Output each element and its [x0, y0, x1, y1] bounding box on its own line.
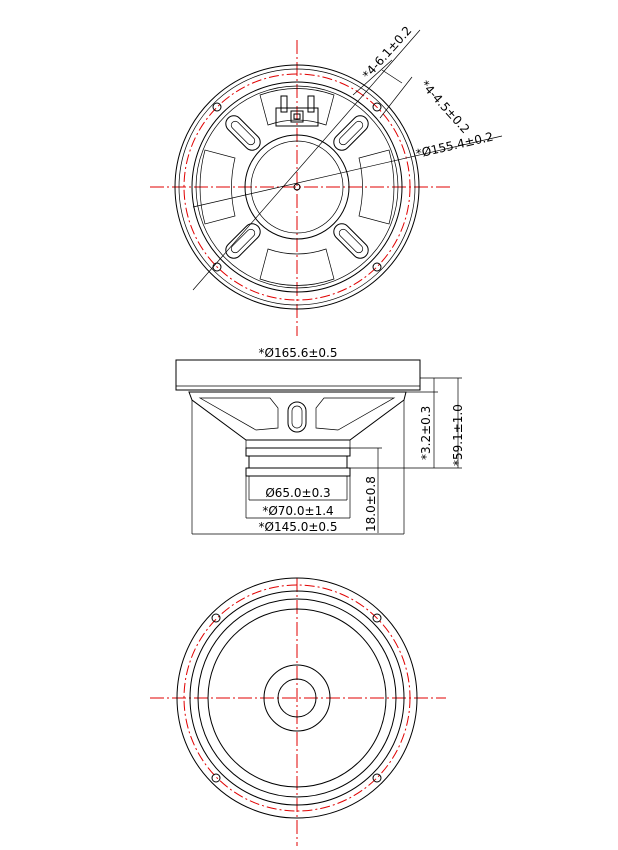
front-view: [150, 578, 446, 846]
flange-thickness-label: *3.2±0.3: [419, 405, 433, 460]
side-view: [176, 346, 465, 534]
magnet-diameter-label: Ø65.0±0.3: [265, 486, 331, 500]
magnet-height-label: 18.0±0.8: [364, 476, 378, 532]
cutout-diameter-label: *Ø145.0±0.5: [258, 520, 338, 534]
slot-dimension-line: [382, 70, 402, 83]
frame-diameter-label: *Ø165.6±0.5: [258, 346, 338, 360]
slot-extension-line: [380, 77, 412, 118]
terminal-tab: [308, 96, 314, 112]
slot-label: *4-4.5±0.2: [417, 77, 473, 137]
mounting-hole: [212, 614, 220, 622]
terminal-tab: [281, 96, 287, 112]
mounting-hole: [212, 774, 220, 782]
mounting-hole: [213, 103, 221, 111]
back-plate: [246, 468, 350, 476]
basket-spoke: [222, 220, 263, 261]
overall-depth-label: *59.1±1.0: [451, 404, 465, 466]
top-view: [150, 23, 502, 336]
basket-window-side: [316, 398, 394, 430]
mounting-hole: [373, 263, 381, 271]
top-plate: [246, 448, 350, 456]
basket-spoke-side-inner: [292, 406, 302, 428]
mount-holes-label: *4-6.1±0.2: [359, 23, 415, 83]
basket-spoke: [222, 112, 263, 153]
mounting-hole: [373, 774, 381, 782]
pcd-label: *Ø155.4±0.2: [414, 129, 495, 161]
basket-outline: [189, 392, 406, 440]
basket-spoke: [330, 112, 371, 153]
plate-diameter-label: *Ø70.0±1.4: [262, 504, 334, 518]
frame-flange: [176, 360, 420, 390]
magnet: [249, 456, 347, 468]
basket-spoke: [330, 220, 371, 261]
hole-leader-line: [193, 30, 420, 290]
basket-spoke-side: [288, 402, 306, 432]
